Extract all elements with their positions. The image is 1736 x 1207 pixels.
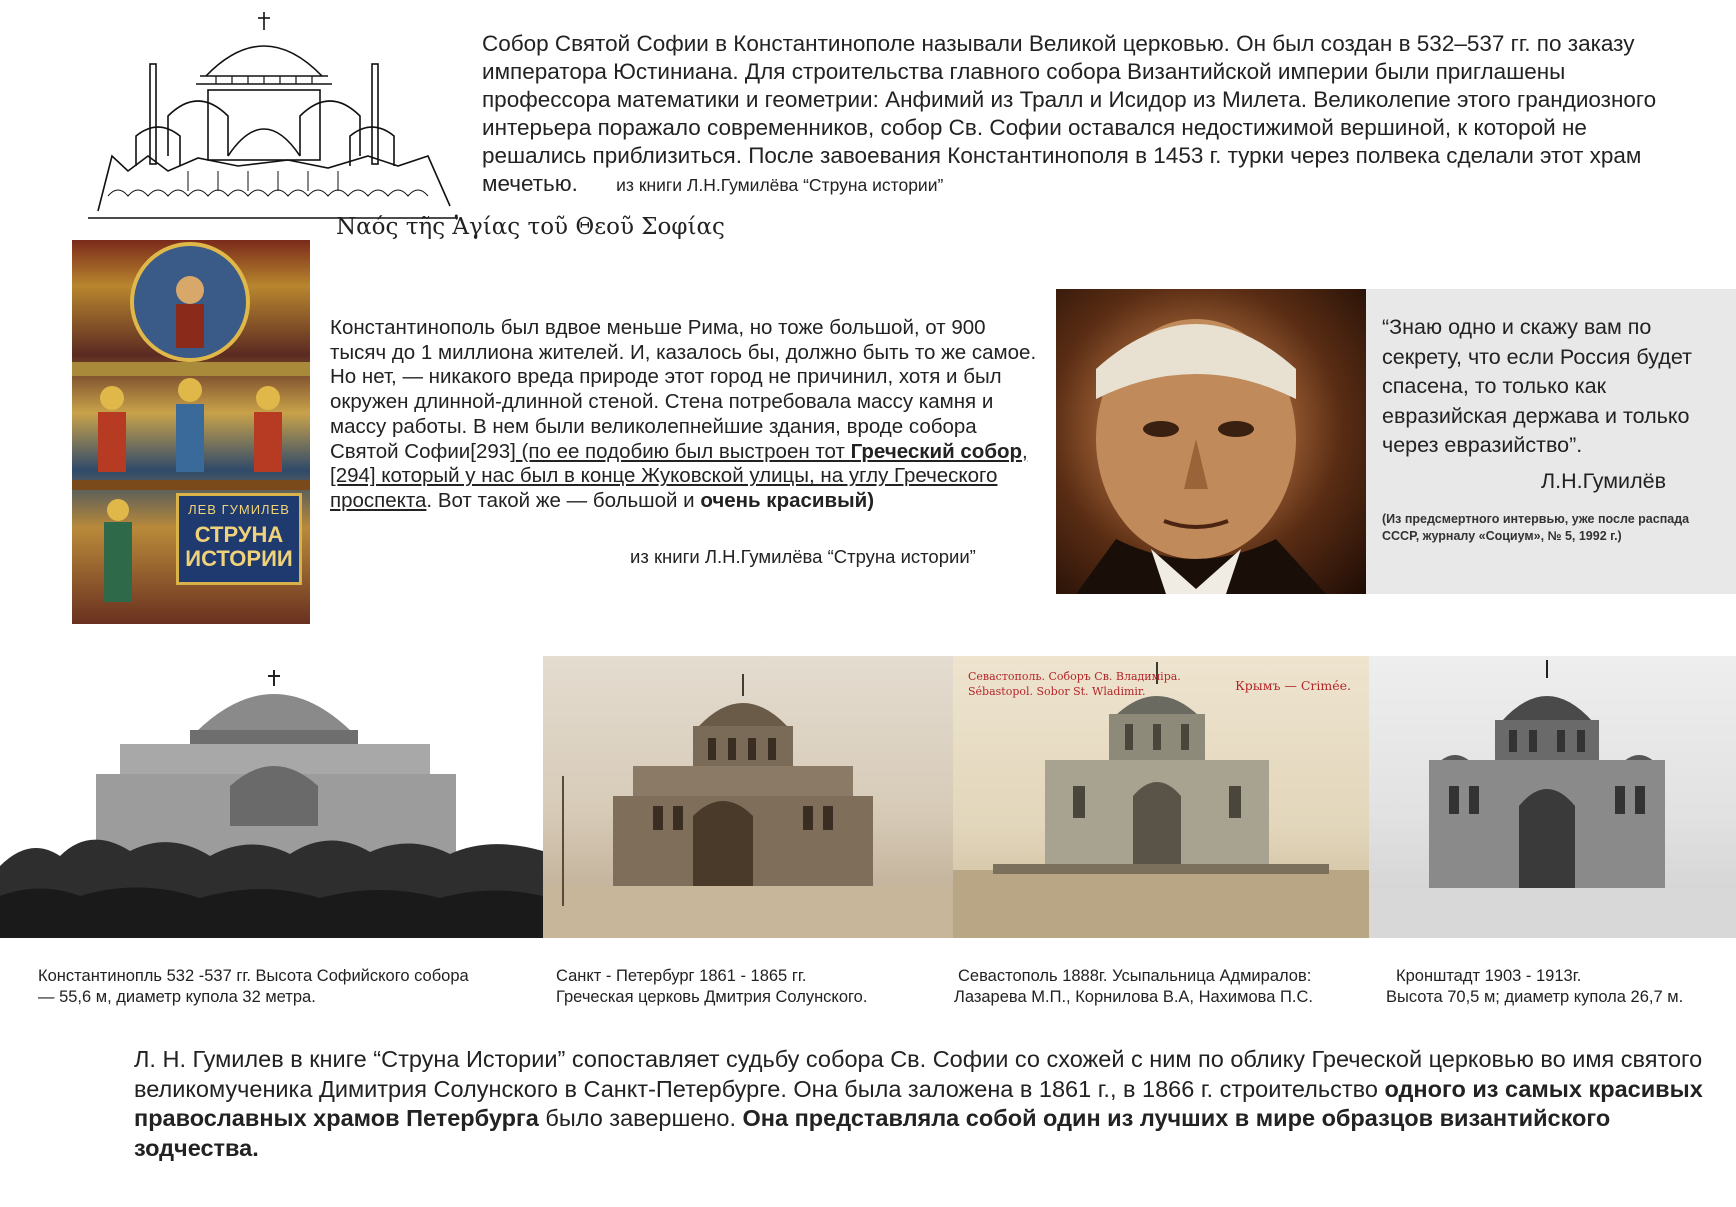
caption-kronstadt <box>1386 966 1736 1008</box>
hagia-sophia-sketch <box>88 6 458 221</box>
greek-caption: Ναός τῆς Ἁγίας τοῦ Θεοῦ Σοφίας <box>336 214 725 240</box>
book-label <box>176 493 302 585</box>
caption-st-petersburg-line2: Греческая церковь Дмитрия Солунского. <box>556 988 868 1006</box>
quote-box <box>1366 289 1736 594</box>
middle-source: из книги Л.Н.Гумилёва “Струна истории” <box>630 546 976 567</box>
quote-note: (Из предсмертного интервью, уже после распада СССР, журналу «Социум», № 5, 1992 г.) <box>1382 512 1690 543</box>
middle-part3: Греческий собор <box>850 439 1023 463</box>
bottom-part4: Она представляла собой один из лучших в мире образцов византийского зодчества. <box>134 1105 1611 1161</box>
middle-part6: очень красивый) <box>700 488 875 512</box>
caption-kronstadt-line2: Высота 70,5 м; диаметр купола 26,7 м. <box>1386 988 1684 1006</box>
top-source: из книги Л.Н.Гумилёва “Струна истории” <box>616 175 944 195</box>
top-paragraph-text: Собор Святой Софии в Константинополе называли Великой церковью. Он был создан в 532–537 гг. по заказу императора Юстиниана. Для строительства главного собора Византийской империи были приглашены профессора математики и геометрии: Анфимий из Тралл и Исидор из Милета. Великолепие этого грандиозного интерьера поражало современников, собор Св. Софии оставался недостижимой вершиной, к которой не решались приблизиться. После завоевания Константинополя в 1453 г. турки через полвека сделали этот храм мечетью. <box>482 31 1657 196</box>
caption-sevastopol <box>954 966 1354 1008</box>
caption-sevastopol-line1: Севастополь 1888г. Усыпальница Адмиралов: <box>958 967 1312 985</box>
postcard-caption-left <box>968 669 1181 699</box>
quote-author: Л.Н.Гумилёв <box>1540 469 1666 493</box>
bottom-part1: Л. Н. Гумилев в книге “Струна Истории” сопоставляет судьбу собора Св. Софии со схожей с ним по облику Греческой церковью во имя святого великомученика Димитрия Солунского в Санкт-Петербурге. Она была заложена в 1861 г., в 1866 г. строительство <box>134 1046 1703 1102</box>
postcard-caption-left-line2: Sébastopol. Sobor St. Wladimir. <box>968 685 1146 698</box>
bottom-paragraph <box>134 1045 1714 1163</box>
middle-part4: ,[294] который у нас был в конце Жуковской улицы, на углу Греческого проспекта <box>330 439 1028 512</box>
book-title-line1: СТРУНА <box>194 522 284 547</box>
photo-hagia-sophia <box>0 656 543 938</box>
middle-paragraph <box>330 316 1046 514</box>
photo-sevastopol-postcard <box>953 656 1369 938</box>
middle-part5: . Вот такой же — большой и <box>426 488 701 512</box>
bottom-part3: было завершено. <box>538 1105 743 1131</box>
caption-st-petersburg <box>556 966 956 1008</box>
book-cover <box>72 240 310 624</box>
caption-st-petersburg-line1: Санкт - Петербург 1861 - 1865 гг. <box>556 967 807 985</box>
photo-kronstadt-cathedral <box>1369 656 1736 938</box>
postcard-caption-left-line1: Севастополь. Соборъ Св. Владиміра. <box>968 670 1181 683</box>
caption-kronstadt-line1: Кронштадт 1903 - 1913г. <box>1396 967 1582 985</box>
caption-constantinople-line2: — 55,6 м, диаметр купола 32 метра. <box>38 988 316 1006</box>
quote-text: “Знаю одно и скажу вам по секрету, что если Россия будет спасена, то только как евразийская держава и только через евразийство”. <box>1382 315 1692 457</box>
top-paragraph <box>482 30 1682 199</box>
middle-part2: (по ее подобию был выстроен тот <box>515 439 851 463</box>
photo-greek-church-spb <box>543 656 953 938</box>
gumilev-portrait <box>1056 289 1366 594</box>
bottom-part2: одного из самых красивых православных храмов Петербурга <box>134 1075 1703 1131</box>
middle-part1: Константинополь был вдвое меньше Рима, но тоже большой, от 900 тысяч до 1 миллиона жителей. И, казалось бы, должно быть то же самое. Но нет, — никакого вреда природе этот город не причинил, хотя и был окружен длинной-длинной стеной. Стена потребовала массу камня и массу работы. В нем были великолепнейшие здания, вроде собора Святой Софии[293] <box>330 316 1037 463</box>
postcard-caption-right: Крымъ — Crimée. <box>1235 678 1351 693</box>
caption-constantinople <box>38 966 538 1008</box>
book-title <box>179 523 299 571</box>
book-title-line2: ИСТОРИИ <box>185 546 293 571</box>
book-author: ЛЕВ ГУМИЛЕВ <box>188 502 290 517</box>
caption-sevastopol-line2: Лазарева М.П., Корнилова В.А, Нахимова П.С. <box>954 988 1313 1006</box>
caption-constantinople-line1: Константинопль 532 -537 гг. Высота Софийского собора <box>38 967 469 985</box>
